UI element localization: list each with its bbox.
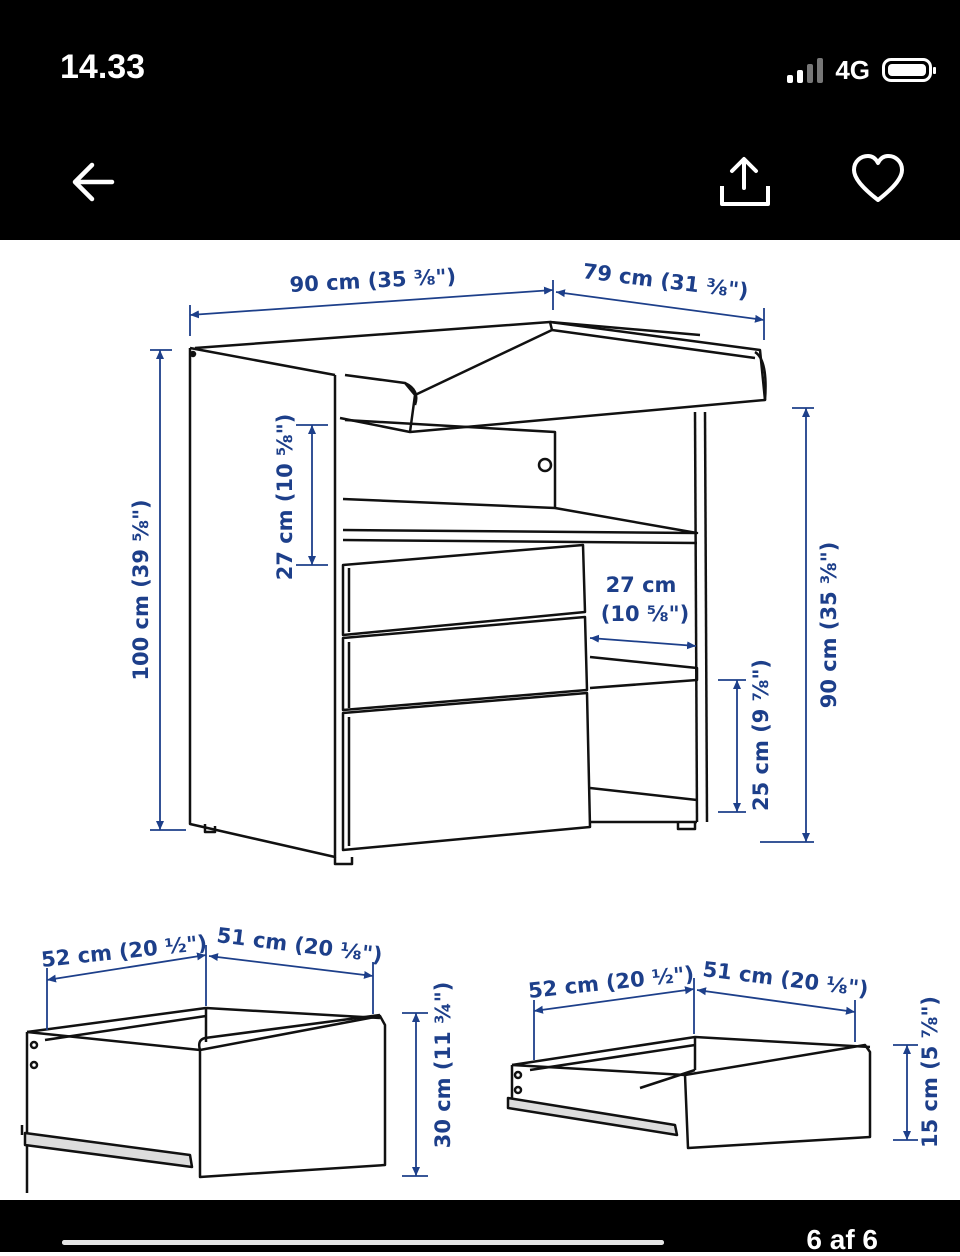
inner-width-label-line2: (10 ⅝"): [600, 602, 690, 626]
small-drawer-width-label: 52 cm (20 ½"): [527, 961, 696, 1003]
status-indicators: [787, 52, 932, 88]
table-height-label: 90 cm (35 ⅜"): [817, 541, 841, 709]
battery-icon: [882, 58, 932, 82]
share-icon: [714, 150, 774, 210]
large-drawer-width-label: 52 cm (20 ½"): [40, 930, 209, 972]
large-drawer-depth-label: 51 cm (20 ⅛"): [215, 923, 384, 968]
large-drawer-drawing: [22, 1008, 385, 1193]
status-time: 14.33: [60, 48, 146, 86]
signal-strength-icon: [787, 57, 823, 83]
share-button[interactable]: [714, 150, 774, 210]
gallery-progress: [62, 1240, 664, 1245]
arrow-left-icon: [62, 150, 122, 210]
heart-icon: [848, 150, 908, 210]
small-drawer-depth-label: 51 cm (20 ⅛"): [701, 957, 870, 1002]
small-drawer-height-label: 15 cm (5 ⅞"): [918, 996, 942, 1148]
top-width-label: 90 cm (35 ⅜"): [289, 264, 457, 297]
back-button[interactable]: [62, 150, 122, 210]
network-type: 4G: [835, 54, 870, 85]
small-drawer-drawing: [508, 1037, 870, 1148]
top-depth-label: 79 cm (31 ⅜"): [581, 259, 750, 304]
page-indicator: 6 af 6: [806, 1224, 878, 1255]
gallery-scrubber[interactable]: [62, 1240, 664, 1245]
total-height-label: 100 cm (39 ⅝"): [129, 499, 153, 681]
compartment-height-label: 25 cm (9 ⅞"): [749, 659, 773, 811]
inner-width-label-line1: 27 cm: [605, 573, 677, 597]
top-bar: [0, 0, 960, 240]
changing-table-drawing: [190, 322, 766, 864]
large-drawer-height-label: 30 cm (11 ¾"): [431, 981, 455, 1149]
product-image[interactable]: [0, 240, 960, 1200]
shelf-height-label: 27 cm (10 ⅝"): [273, 413, 297, 581]
dimension-drawing: [0, 240, 960, 1200]
favorite-button[interactable]: [848, 150, 908, 210]
